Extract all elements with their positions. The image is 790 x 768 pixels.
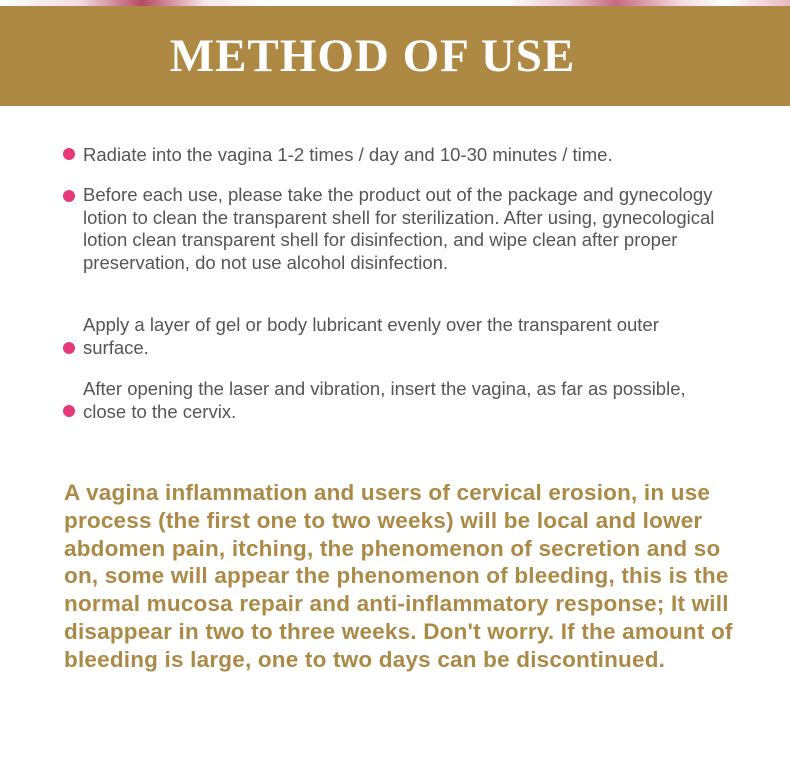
page-title: METHOD OF USE: [169, 30, 576, 82]
title-banner: [0, 6, 790, 106]
step-3-text: Apply a layer of gel or body lubricant evenly over the transparent outer surface.: [83, 314, 659, 358]
bullet-dot: [63, 405, 75, 417]
bullet-dot: [63, 148, 75, 160]
step-4-text: After opening the laser and vibration, insert the vagina, as far as possible, close to the cervix.: [83, 378, 686, 422]
bullet-dot: [63, 342, 75, 354]
step-2-text: Before each use, please take the product out of the package and gynecology lotion to clean the transparent shell for sterilization. After using, gynecological lotion clean transparent shell for disinfection, and wipe clean after proper preservation, do not use alcohol disinfection.: [83, 184, 715, 273]
bullet-dot: [63, 190, 75, 202]
step-1-text: Radiate into the vagina 1-2 times / day and 10-30 minutes / time.: [83, 144, 613, 165]
warning-paragraph: A vagina inflammation and users of cervical erosion, in use process (the first one to two weeks) will be local and lower abdomen pain, itching, the phenomenon of secretion and so on, some will appear the phenomenon of bleeding, this is the normal mucosa repair and anti-inflammatory response; It will disappear in two to three weeks. Don't worry. If the amount of bleeding is large, one to two days can be discontinued.: [64, 480, 733, 672]
